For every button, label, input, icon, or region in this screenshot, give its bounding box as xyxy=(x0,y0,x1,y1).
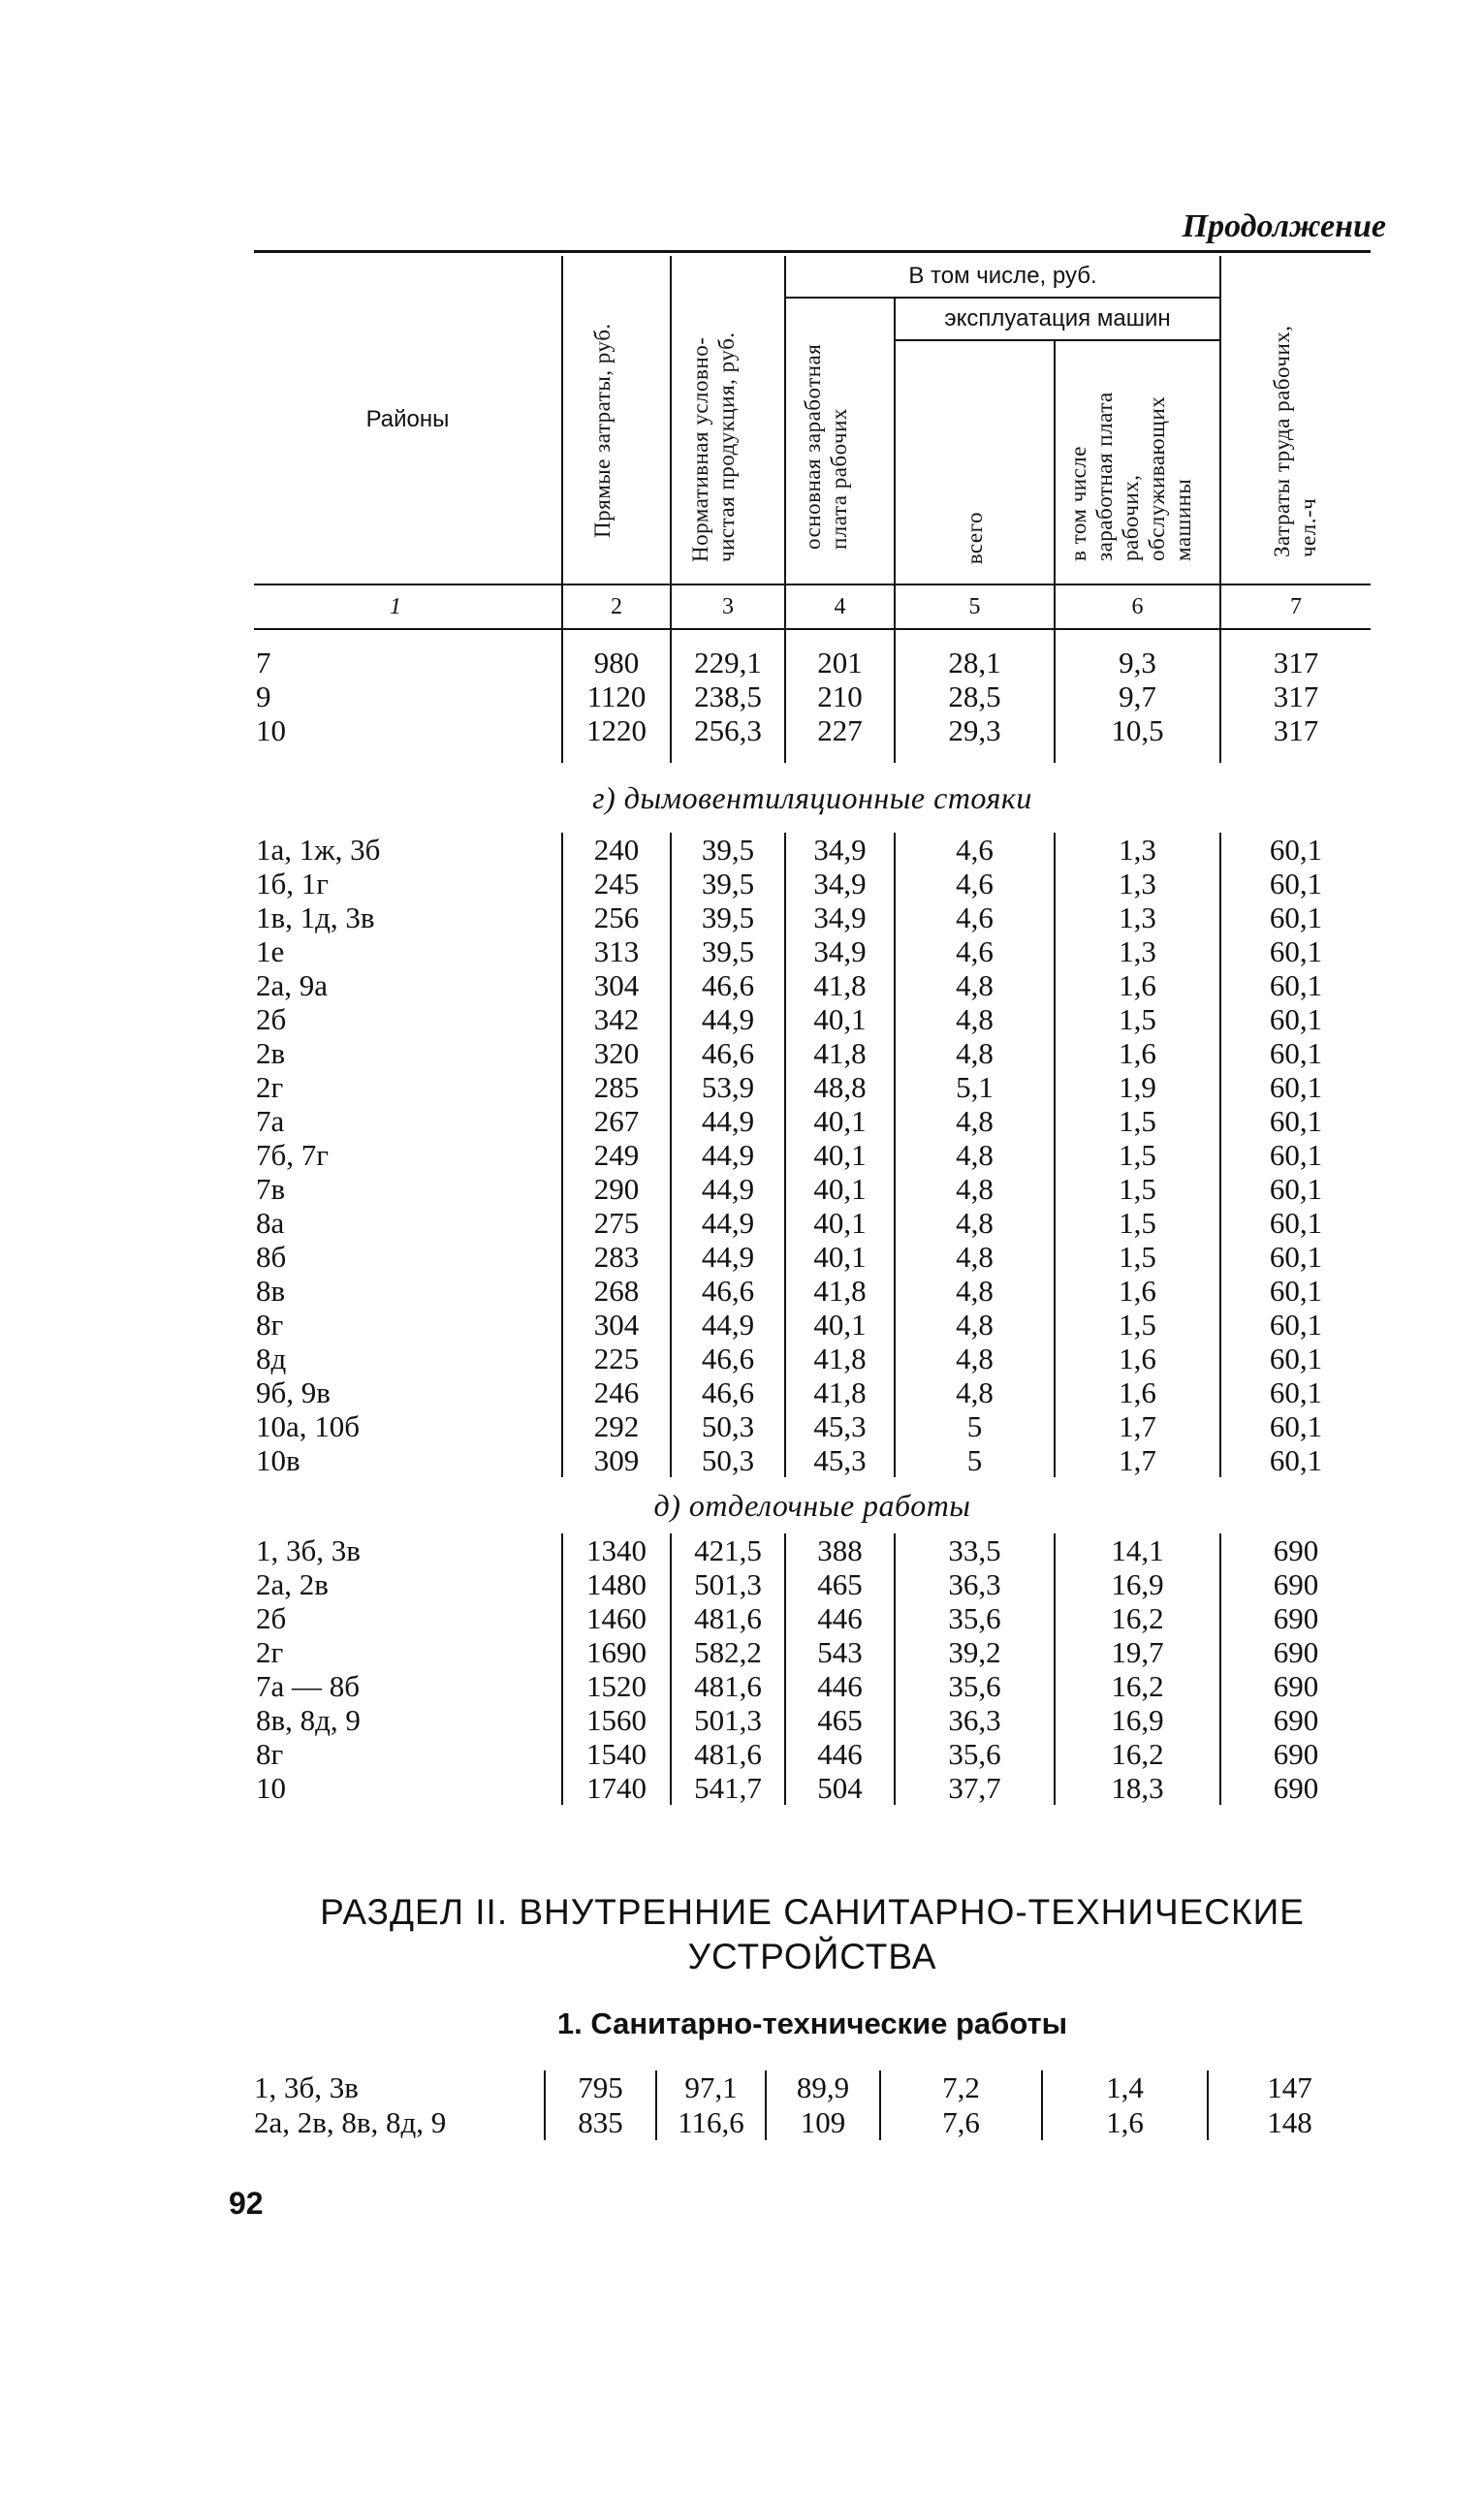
value-cell-col4: 34,9 xyxy=(785,900,895,934)
district-cell: 8в xyxy=(254,1274,562,1308)
value-cell-col6: 1,3 xyxy=(1055,833,1220,867)
table-row xyxy=(254,1375,1371,1409)
value-cell-col7: 60,1 xyxy=(1269,968,1323,1002)
value-cell-col2: 795 xyxy=(545,2070,656,2105)
value-cell-col4: 504 xyxy=(785,1771,895,1805)
table-row xyxy=(254,1601,1371,1635)
value-cell-col6: 1,7 xyxy=(1055,1409,1220,1443)
value-cell-col4: 40,1 xyxy=(785,1172,895,1206)
value-cell-col7: 317 xyxy=(1273,713,1319,747)
section-d-title: д) отделочные работы xyxy=(653,1488,971,1523)
district-cell: 1е xyxy=(254,934,562,968)
value-cell-col3: 481,6 xyxy=(671,1601,785,1635)
value-cell-col7: 60,1 xyxy=(1269,1002,1323,1036)
value-cell-col2: 320 xyxy=(562,1036,671,1070)
value-cell-col3: 541,7 xyxy=(671,1771,785,1805)
value-cell-col3: 481,6 xyxy=(671,1737,785,1771)
value-cell-col3: 39,5 xyxy=(671,867,785,900)
table-row xyxy=(254,1070,1371,1104)
value-cell-col3: 44,9 xyxy=(671,1104,785,1138)
value-cell-col4: 40,1 xyxy=(785,1308,895,1342)
value-cell-col5: 36,3 xyxy=(895,1567,1055,1601)
value-cell-col5: 7,6 xyxy=(880,2105,1042,2140)
table-row xyxy=(254,833,1371,867)
value-cell-col6: 16,2 xyxy=(1055,1669,1220,1703)
district-cell: 8а xyxy=(254,1206,562,1240)
value-cell-col4: 41,8 xyxy=(785,968,895,1002)
district-cell: 2а, 9а xyxy=(254,968,562,1002)
value-cell-col2: 1540 xyxy=(562,1737,671,1771)
header-total: всего xyxy=(895,340,1055,584)
value-cell-col2: 1560 xyxy=(562,1703,671,1737)
value-cell-col2: 283 xyxy=(562,1240,671,1274)
value-cell-col5: 4,6 xyxy=(895,867,1055,900)
value-cell-col5: 4,6 xyxy=(895,934,1055,968)
value-cell-col6: 1,3 xyxy=(1055,934,1220,968)
value-cell-col6: 1,3 xyxy=(1055,900,1220,934)
value-cell-col4: 446 xyxy=(785,1601,895,1635)
value-cell-col2: 225 xyxy=(562,1342,671,1375)
value-cell-col3: 46,6 xyxy=(671,1375,785,1409)
district-cell: 10в xyxy=(254,1443,562,1477)
value-cell-col5: 37,7 xyxy=(895,1771,1055,1805)
value-cell-col2: 304 xyxy=(562,1308,671,1342)
value-cell-col3: 44,9 xyxy=(671,1138,785,1172)
value-cell-col5: 33,5 xyxy=(895,1533,1055,1567)
value-cell-col6: 9,7 xyxy=(1055,679,1220,713)
value-cell-col7: 690 xyxy=(1273,1567,1319,1601)
value-cell-col3: 97,1 xyxy=(656,2070,766,2105)
value-cell-col2: 275 xyxy=(562,1206,671,1240)
value-cell-col3: 44,9 xyxy=(671,1172,785,1206)
table-row xyxy=(254,1342,1371,1375)
value-cell-col4: 446 xyxy=(785,1669,895,1703)
table-row xyxy=(254,968,1371,1002)
table-row xyxy=(254,934,1371,968)
value-cell-col2: 309 xyxy=(562,1443,671,1477)
value-cell-col4: 34,9 xyxy=(785,867,895,900)
district-cell: 2в xyxy=(254,1036,562,1070)
value-cell-col4: 210 xyxy=(785,679,895,713)
value-cell-col6: 14,1 xyxy=(1055,1533,1220,1567)
value-cell-col2: 249 xyxy=(562,1138,671,1172)
value-cell-col6: 1,6 xyxy=(1055,1342,1220,1375)
section-title-line2: УСТРОЙСТВА xyxy=(687,1937,937,1976)
value-cell-col7: 60,1 xyxy=(1269,1274,1323,1308)
value-cell-col5: 4,6 xyxy=(895,900,1055,934)
value-cell-col6: 1,5 xyxy=(1055,1002,1220,1036)
value-cell-col7: 60,1 xyxy=(1269,1206,1323,1240)
header-incl: В том числе, руб. xyxy=(785,256,1220,298)
value-cell-col4: 34,9 xyxy=(785,833,895,867)
table-row xyxy=(254,1443,1371,1477)
value-cell-col2: 240 xyxy=(562,833,671,867)
value-cell-col6: 16,9 xyxy=(1055,1567,1220,1601)
district-cell: 7 xyxy=(254,646,562,679)
value-cell-col6: 1,4 xyxy=(1042,2070,1208,2105)
value-cell-col7: 60,1 xyxy=(1269,1138,1323,1172)
value-cell-col2: 835 xyxy=(545,2105,656,2140)
district-cell: 1а, 1ж, 3б xyxy=(254,833,562,867)
value-cell-col3: 50,3 xyxy=(671,1409,785,1443)
value-cell-col6: 1,9 xyxy=(1055,1070,1220,1104)
value-cell-col5: 5,1 xyxy=(895,1070,1055,1104)
value-cell-col5: 4,8 xyxy=(895,1138,1055,1172)
district-cell: 10 xyxy=(254,1771,562,1805)
value-cell-col6: 1,6 xyxy=(1042,2105,1208,2140)
value-cell-col7: 60,1 xyxy=(1269,1375,1323,1409)
district-cell: 2г xyxy=(254,1635,562,1669)
value-cell-col5: 5 xyxy=(895,1409,1055,1443)
table-row xyxy=(254,1274,1371,1308)
value-cell-col3: 39,5 xyxy=(671,900,785,934)
value-cell-col4: 41,8 xyxy=(785,1342,895,1375)
district-cell: 10а, 10б xyxy=(254,1409,562,1443)
value-cell-col3: 39,5 xyxy=(671,934,785,968)
value-cell-col2: 246 xyxy=(562,1375,671,1409)
value-cell-col5: 35,6 xyxy=(895,1601,1055,1635)
value-cell-col6: 1,6 xyxy=(1055,1036,1220,1070)
value-cell-col3: 44,9 xyxy=(671,1240,785,1274)
table-row xyxy=(254,867,1371,900)
table-row xyxy=(254,1206,1371,1240)
top-rule xyxy=(254,250,1371,253)
value-cell-col5: 5 xyxy=(895,1443,1055,1477)
value-cell-col5: 28,1 xyxy=(895,646,1055,679)
value-cell-col2: 1480 xyxy=(562,1567,671,1601)
value-cell-col3: 44,9 xyxy=(671,1206,785,1240)
value-cell-col4: 40,1 xyxy=(785,1138,895,1172)
value-cell-col2: 313 xyxy=(562,934,671,968)
value-cell-col7: 60,1 xyxy=(1269,833,1323,867)
district-cell: 2б xyxy=(254,1601,562,1635)
table-row xyxy=(254,1703,1371,1737)
value-cell-col5: 36,3 xyxy=(895,1703,1055,1737)
value-cell-col4: 41,8 xyxy=(785,1375,895,1409)
header-normative: Нормативная условно-чистая продукция, руб. xyxy=(671,256,785,584)
value-cell-col2: 304 xyxy=(562,968,671,1002)
value-cell-col2: 245 xyxy=(562,867,671,900)
value-cell-col7: 60,1 xyxy=(1269,934,1323,968)
value-cell-col6: 1,6 xyxy=(1055,968,1220,1002)
value-cell-col5: 4,8 xyxy=(895,1036,1055,1070)
value-cell-col6: 16,9 xyxy=(1055,1703,1220,1737)
value-cell-col2: 267 xyxy=(562,1104,671,1138)
value-cell-col5: 4,8 xyxy=(895,1274,1055,1308)
value-cell-col2: 342 xyxy=(562,1002,671,1036)
value-cell-col3: 46,6 xyxy=(671,1342,785,1375)
value-cell-col3: 582,2 xyxy=(671,1635,785,1669)
value-cell-col6: 1,5 xyxy=(1055,1104,1220,1138)
value-cell-col3: 44,9 xyxy=(671,1002,785,1036)
district-cell: 8в, 8д, 9 xyxy=(254,1703,562,1737)
value-cell-col7: 60,1 xyxy=(1269,1443,1323,1477)
value-cell-col3: 116,6 xyxy=(656,2105,766,2140)
value-cell-col3: 39,5 xyxy=(671,833,785,867)
value-cell-col6: 10,5 xyxy=(1055,713,1220,747)
value-cell-col6: 1,5 xyxy=(1055,1308,1220,1342)
value-cell-col6: 1,5 xyxy=(1055,1138,1220,1172)
value-cell-col4: 388 xyxy=(785,1533,895,1567)
table-row xyxy=(254,2070,1371,2105)
value-cell-col7: 147 xyxy=(1267,2070,1312,2104)
value-cell-col4: 34,9 xyxy=(785,934,895,968)
table-row xyxy=(254,1669,1371,1703)
value-cell-col4: 48,8 xyxy=(785,1070,895,1104)
value-cell-col5: 4,8 xyxy=(895,1002,1055,1036)
table-row xyxy=(254,1771,1371,1805)
value-cell-col7: 60,1 xyxy=(1269,900,1323,934)
value-cell-col6: 1,6 xyxy=(1055,1375,1220,1409)
value-cell-col5: 4,8 xyxy=(895,1172,1055,1206)
value-cell-col7: 690 xyxy=(1273,1601,1319,1635)
value-cell-col2: 1120 xyxy=(562,679,671,713)
value-cell-col5: 4,8 xyxy=(895,1240,1055,1274)
value-cell-col4: 40,1 xyxy=(785,1104,895,1138)
value-cell-col5: 28,5 xyxy=(895,679,1055,713)
district-cell: 7б, 7г xyxy=(254,1138,562,1172)
table-row xyxy=(254,1308,1371,1342)
district-cell: 1б, 1г xyxy=(254,867,562,900)
value-cell-col7: 690 xyxy=(1273,1635,1319,1669)
district-cell: 8д xyxy=(254,1342,562,1375)
value-cell-col7: 690 xyxy=(1273,1669,1319,1703)
value-cell-col5: 4,8 xyxy=(895,1342,1055,1375)
value-cell-col5: 4,8 xyxy=(895,1104,1055,1138)
district-cell: 1, 3б, 3в xyxy=(254,1533,562,1567)
header-incl-wage: в том числе заработная плата рабочих, обслуживающих машины xyxy=(1055,340,1220,584)
value-cell-col4: 446 xyxy=(785,1737,895,1771)
value-cell-col7: 60,1 xyxy=(1269,1342,1323,1375)
value-cell-col7: 690 xyxy=(1273,1703,1319,1737)
value-cell-col4: 40,1 xyxy=(785,1240,895,1274)
value-cell-col4: 465 xyxy=(785,1703,895,1737)
header-base-wage: основная заработная плата рабочих xyxy=(785,298,895,584)
value-cell-col2: 1690 xyxy=(562,1635,671,1669)
continuation-label: Продолжение xyxy=(1182,208,1386,244)
value-cell-col7: 690 xyxy=(1273,1737,1319,1771)
value-cell-col2: 1520 xyxy=(562,1669,671,1703)
district-cell: 8б xyxy=(254,1240,562,1274)
sanitary-table xyxy=(254,2070,1371,2140)
value-cell-col7: 690 xyxy=(1273,1771,1319,1805)
value-cell-col6: 1,7 xyxy=(1055,1443,1220,1477)
value-cell-col5: 4,8 xyxy=(895,1206,1055,1240)
table-row xyxy=(254,1737,1371,1771)
value-cell-col4: 109 xyxy=(766,2105,880,2140)
value-cell-col3: 53,9 xyxy=(671,1070,785,1104)
value-cell-col3: 481,6 xyxy=(671,1669,785,1703)
header-direct-costs: Прямые затраты, руб. xyxy=(562,256,671,584)
district-cell: 7а — 8б xyxy=(254,1669,562,1703)
value-cell-col6: 1,6 xyxy=(1055,1274,1220,1308)
value-cell-col6: 16,2 xyxy=(1055,1601,1220,1635)
table-row xyxy=(254,1002,1371,1036)
value-cell-col4: 45,3 xyxy=(785,1409,895,1443)
value-cell-col3: 46,6 xyxy=(671,968,785,1002)
table-row xyxy=(254,1533,1371,1567)
value-cell-col7: 60,1 xyxy=(1269,1308,1323,1342)
value-cell-col7: 317 xyxy=(1273,646,1319,679)
district-cell: 2г xyxy=(254,1070,562,1104)
value-cell-col3: 421,5 xyxy=(671,1533,785,1567)
value-cell-col6: 18,3 xyxy=(1055,1771,1220,1805)
value-cell-col4: 45,3 xyxy=(785,1443,895,1477)
table-row xyxy=(254,900,1371,934)
main-table xyxy=(254,256,1371,1805)
district-cell: 2а, 2в, 8в, 8д, 9 xyxy=(254,2105,545,2140)
value-cell-col5: 4,8 xyxy=(895,1308,1055,1342)
value-cell-col6: 1,5 xyxy=(1055,1172,1220,1206)
value-cell-col6: 1,3 xyxy=(1055,867,1220,900)
district-cell: 8г xyxy=(254,1737,562,1771)
value-cell-col7: 60,1 xyxy=(1269,1172,1323,1206)
value-cell-col2: 1340 xyxy=(562,1533,671,1567)
value-cell-col7: 60,1 xyxy=(1269,1070,1323,1104)
value-cell-col5: 4,8 xyxy=(895,968,1055,1002)
table-row xyxy=(254,646,1371,679)
district-cell: 9 xyxy=(254,679,562,713)
value-cell-col3: 44,9 xyxy=(671,1308,785,1342)
value-cell-col3: 238,5 xyxy=(671,679,785,713)
value-cell-col7: 60,1 xyxy=(1269,1240,1323,1274)
table-row xyxy=(254,1138,1371,1172)
column-numbers: 1 2 3 4 5 6 7 xyxy=(254,584,1371,629)
district-cell: 7а xyxy=(254,1104,562,1138)
table-row xyxy=(254,713,1371,747)
value-cell-col7: 60,1 xyxy=(1269,1104,1323,1138)
value-cell-col2: 980 xyxy=(562,646,671,679)
table-row xyxy=(254,1635,1371,1669)
value-cell-col4: 41,8 xyxy=(785,1036,895,1070)
district-cell: 10 xyxy=(254,713,562,747)
value-cell-col3: 501,3 xyxy=(671,1703,785,1737)
table-row xyxy=(254,679,1371,713)
value-cell-col4: 40,1 xyxy=(785,1002,895,1036)
value-cell-col2: 1460 xyxy=(562,1601,671,1635)
district-cell: 1в, 1д, 3в xyxy=(254,900,562,934)
value-cell-col7: 60,1 xyxy=(1269,1036,1323,1070)
value-cell-col5: 35,6 xyxy=(895,1737,1055,1771)
table-row xyxy=(254,1104,1371,1138)
page-number: 92 xyxy=(229,2186,264,2221)
value-cell-col6: 19,7 xyxy=(1055,1635,1220,1669)
value-cell-col4: 227 xyxy=(785,713,895,747)
value-cell-col7: 317 xyxy=(1273,679,1319,713)
district-cell: 2а, 2в xyxy=(254,1567,562,1601)
district-cell: 1, 3б, 3в xyxy=(254,2070,545,2105)
value-cell-col3: 50,3 xyxy=(671,1443,785,1477)
value-cell-col5: 4,6 xyxy=(895,833,1055,867)
value-cell-col7: 60,1 xyxy=(1269,1409,1323,1443)
value-cell-col2: 1220 xyxy=(562,713,671,747)
value-cell-col2: 290 xyxy=(562,1172,671,1206)
value-cell-col4: 543 xyxy=(785,1635,895,1669)
value-cell-col4: 465 xyxy=(785,1567,895,1601)
district-cell: 2б xyxy=(254,1002,562,1036)
section-title-line1: РАЗДЕЛ II. ВНУТРЕННИЕ САНИТАРНО-ТЕХНИЧЕСКИЕ xyxy=(320,1892,1305,1932)
district-cell: 7в xyxy=(254,1172,562,1206)
header-districts: Районы xyxy=(254,256,562,584)
header-labor: Затраты труда рабочих, чел.-ч xyxy=(1270,325,1321,557)
table-row xyxy=(254,1172,1371,1206)
subsection-title: 1. Санитарно-технические работы xyxy=(556,2006,1068,2040)
value-cell-col4: 40,1 xyxy=(785,1206,895,1240)
value-cell-col6: 1,5 xyxy=(1055,1240,1220,1274)
value-cell-col7: 690 xyxy=(1273,1533,1319,1567)
value-cell-col4: 201 xyxy=(785,646,895,679)
value-cell-col2: 268 xyxy=(562,1274,671,1308)
value-cell-col5: 35,6 xyxy=(895,1669,1055,1703)
value-cell-col6: 9,3 xyxy=(1055,646,1220,679)
value-cell-col4: 41,8 xyxy=(785,1274,895,1308)
district-cell: 9б, 9в xyxy=(254,1375,562,1409)
table-row xyxy=(254,2105,1371,2140)
value-cell-col6: 16,2 xyxy=(1055,1737,1220,1771)
value-cell-col5: 4,8 xyxy=(895,1375,1055,1409)
value-cell-col5: 7,2 xyxy=(880,2070,1042,2105)
value-cell-col3: 46,6 xyxy=(671,1036,785,1070)
value-cell-col2: 285 xyxy=(562,1070,671,1104)
value-cell-col3: 256,3 xyxy=(671,713,785,747)
value-cell-col3: 501,3 xyxy=(671,1567,785,1601)
value-cell-col2: 292 xyxy=(562,1409,671,1443)
table-row xyxy=(254,1240,1371,1274)
value-cell-col2: 256 xyxy=(562,900,671,934)
table-row xyxy=(254,1036,1371,1070)
header-machine-ops: эксплуатация машин xyxy=(895,298,1220,340)
value-cell-col5: 39,2 xyxy=(895,1635,1055,1669)
value-cell-col7: 60,1 xyxy=(1269,867,1323,900)
district-cell: 8г xyxy=(254,1308,562,1342)
table-row xyxy=(254,1567,1371,1601)
section-g-title: г) дымовентиляционные стояки xyxy=(592,780,1032,815)
value-cell-col6: 1,5 xyxy=(1055,1206,1220,1240)
value-cell-col4: 89,9 xyxy=(766,2070,880,2105)
value-cell-col3: 229,1 xyxy=(671,646,785,679)
table-row xyxy=(254,1409,1371,1443)
value-cell-col3: 46,6 xyxy=(671,1274,785,1308)
value-cell-col2: 1740 xyxy=(562,1771,671,1805)
value-cell-col7: 148 xyxy=(1267,2105,1312,2139)
value-cell-col5: 29,3 xyxy=(895,713,1055,747)
